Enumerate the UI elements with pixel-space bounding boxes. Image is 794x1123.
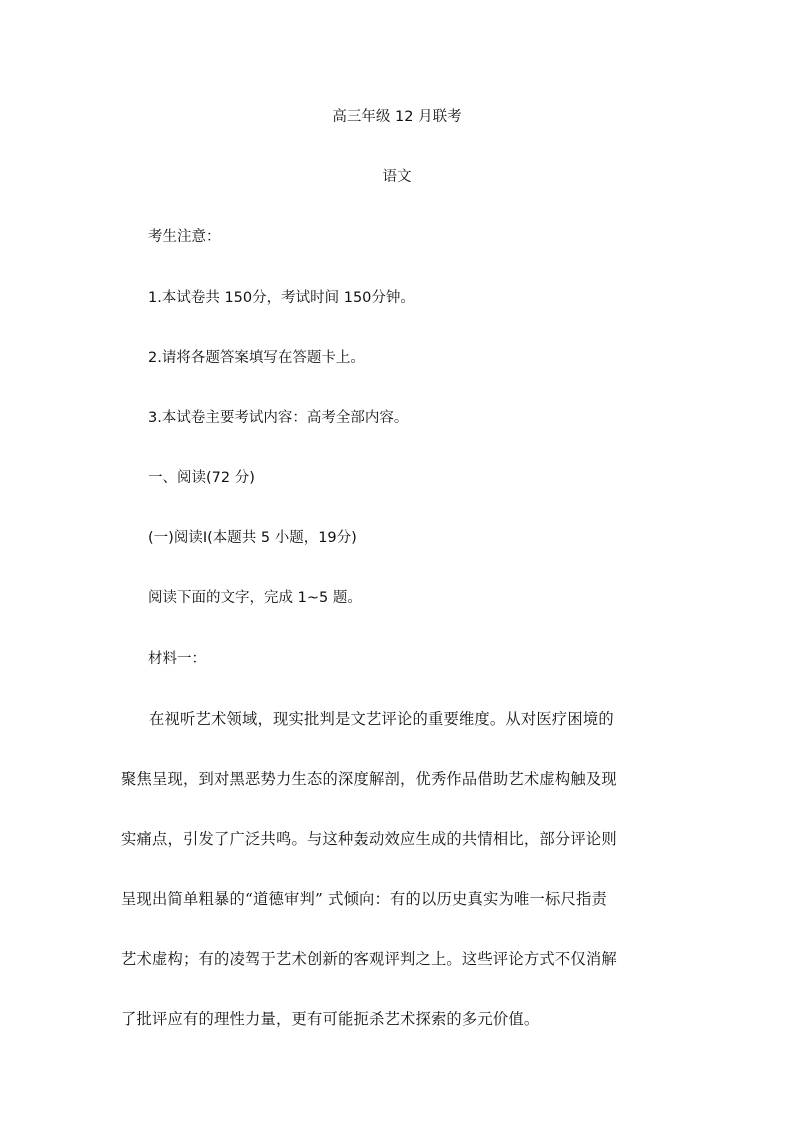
exam-title: 高三年级 12 月联考 [332,109,462,125]
paragraph-line: 在视听艺术领域，现实批判是文艺评论的重要维度。从对医疗困境的 [149,710,614,728]
notice-item-3: 3.本试卷主要考试内容：高考全部内容。 [148,410,409,426]
paragraph-line: 了批评应有的理性力量，更有可能扼杀艺术探索的多元价值。 [121,1010,540,1028]
material-label: 材料一： [148,651,206,667]
paragraph-line: 艺术虚构；有的凌驾于艺术创新的客观评判之上。这些评论方式不仅消解 [121,950,617,968]
paragraph-line: 呈现出简单粗暴的“道德审判” 式倾向：有的以历史真实为唯一标尺指责 [121,890,608,908]
paragraph-line: 实痛点，引发了广泛共鸣。与这种轰动效应生成的共情相比，部分评论则 [121,830,617,848]
subsection-heading: (一)阅读Ⅰ(本题共 5 小题，19分) [148,530,357,546]
reading-instruction: 阅读下面的文字，完成 1~5 题。 [148,590,362,606]
paragraph-line: 聚焦呈现，到对黑恶势力生态的深度解剖，优秀作品借助艺术虚构触及现 [121,770,617,788]
notice-heading: 考生注意： [148,229,221,245]
section-heading: 一、阅读(72 分) [148,470,255,486]
subject-title: 语文 [382,169,412,185]
notice-item-2: 2.请将各题答案填写在答题卡上。 [148,350,365,366]
notice-item-1: 1.本试卷共 150分，考试时间 150分钟。 [148,290,415,306]
